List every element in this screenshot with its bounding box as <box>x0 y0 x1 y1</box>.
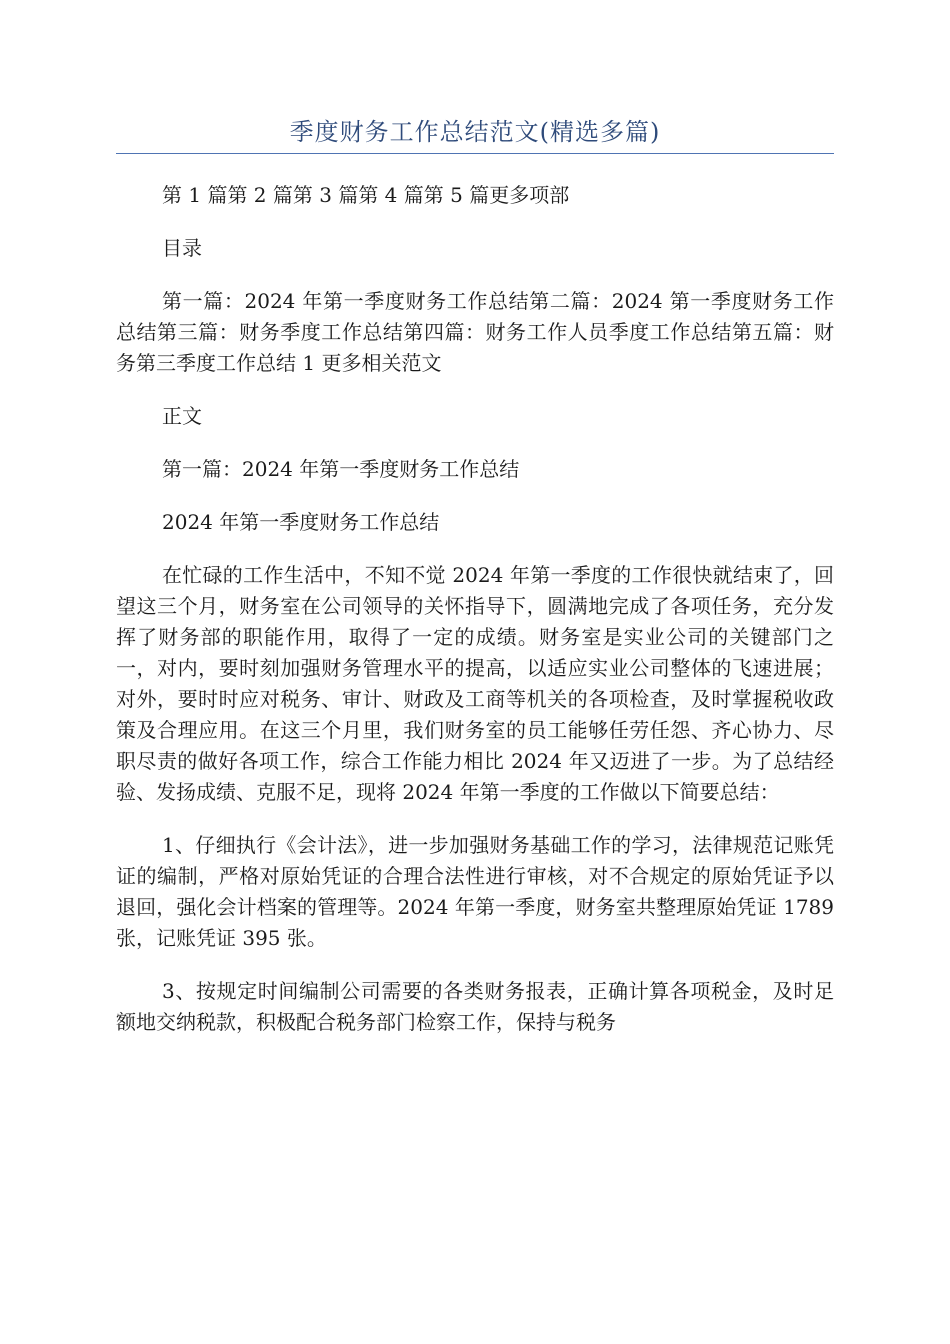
chapter-nav-line: 第 1 篇第 2 篇第 3 篇第 4 篇第 5 篇更多项部 <box>162 183 570 207</box>
item-3-paragraph: 3、按规定时间编制公司需要的各类财务报表，正确计算各项税金，及时足额地交纳税款，积极配合税务部门检察工作，保持与税务 <box>116 979 834 1034</box>
title-underline <box>116 153 834 154</box>
item-1-paragraph: 1、仔细执行《会计法》，进一步加强财务基础工作的学习，法律规范记账凭证的编制，严格对原始凭证的合理合法性进行审核，对不合规定的原始凭证予以退回，强化会计档案的管理等。2024 年第一季度，财务室共整理原始凭证 1789 张，记账凭证 395 张。 <box>116 833 834 950</box>
toc-text: 第一篇：2024 年第一季度财务工作总结第二篇：2024 第一季度财务工作总结第三篇：财务季度工作总结第四篇：财务工作人员季度工作总结第五篇：财务第三季度工作总结 1 更多相关范文 <box>116 289 834 375</box>
toc-heading: 目录 <box>162 236 202 260</box>
intro-paragraph: 在忙碌的工作生活中，不知不觉 2024 年第一季度的工作很快就结束了，回望这三个月，财务室在公司领导的关怀指导下，圆满地完成了各项任务，充分发挥了财务部的职能作用，取得了一定的成绩。财务室是实业公司的关键部门之一，对内，要时刻加强财务管理水平的提高，以适应实业公司整体的飞速进展；对外，要时时应对税务、审计、财政及工商等机关的各项检查，及时掌握税收政策及合理应用。在这三个月里，我们财务室的员工能够任劳任怨、齐心协力、尽职尽责的做好各项工作，综合工作能力相比 2024 年又迈进了一步。为了总结经验、发扬成绩、克服不足，现将 2024 年第一季度的工作做以下简要总结： <box>116 563 834 804</box>
body-heading: 正文 <box>162 404 202 428</box>
document-title: 季度财务工作总结范文(精选多篇) <box>289 118 661 146</box>
first-article-heading: 第一篇：2024 年第一季度财务工作总结 <box>162 457 520 481</box>
document-page <box>116 0 834 1038</box>
first-article-subtitle: 2024 年第一季度财务工作总结 <box>162 510 440 534</box>
